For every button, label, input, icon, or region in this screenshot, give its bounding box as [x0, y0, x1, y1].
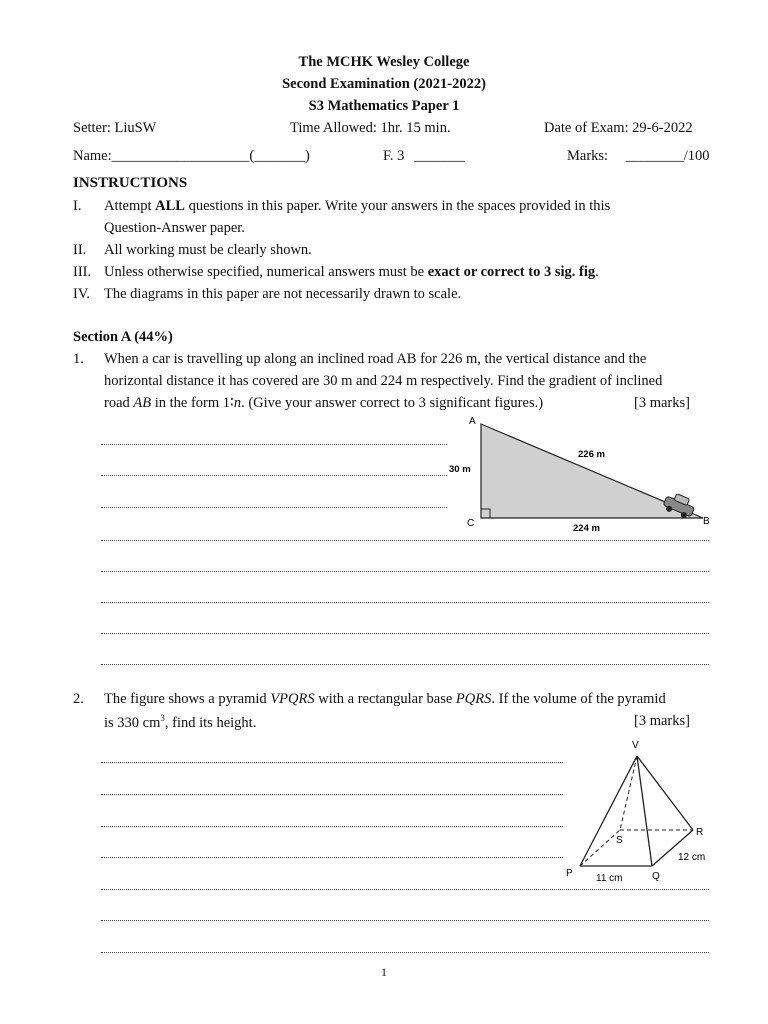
name-field[interactable] [73, 148, 310, 165]
instructions-heading: INSTRUCTIONS [73, 175, 188, 191]
instruction-2-num: II. [73, 242, 87, 258]
marks-blank: ________ [625, 148, 684, 164]
label-s: S [616, 835, 623, 846]
instruction-3: Unless otherwise specified, numerical answers must be exact or correct to 3 sig. fig. [104, 264, 599, 280]
q2-answer-line[interactable] [101, 920, 709, 921]
q2-answer-line[interactable] [101, 826, 563, 827]
q2-number: 2. [73, 691, 84, 707]
q2-pyramid-diagram [560, 736, 715, 886]
label-p: P [566, 868, 573, 879]
form-blank: _______ [414, 148, 465, 164]
label-c: C [467, 518, 475, 529]
name-blank: ___________________ [111, 148, 250, 164]
q1-line-2: horizontal distance it has covered are 30 m and 224 m respectively. Find the gradient of inclined [104, 373, 663, 389]
exam-title: Second Examination (2021-2022) [282, 76, 486, 92]
q1-marks: [3 marks] [634, 395, 690, 411]
form-field[interactable] [383, 148, 465, 165]
instruction-3-num: III. [73, 264, 92, 280]
q2-answer-line[interactable] [101, 857, 563, 858]
form-label: F. 3 [383, 148, 405, 164]
section-a-title: Section A (44%) [73, 329, 173, 345]
q1-number: 1. [73, 351, 84, 367]
q1-answer-line[interactable] [101, 602, 709, 603]
q1-line-1: When a car is travelling up along an inclined road AB for 226 m, the vertical distance and the [104, 351, 647, 367]
label-b: B [703, 516, 710, 527]
side-pq-label: 11 cm [596, 873, 623, 884]
q1-answer-line[interactable] [101, 664, 709, 665]
instruction-4: The diagrams in this paper are not necessarily drawn to scale. [104, 286, 462, 302]
q2-line-1: The figure shows a pyramid VPQRS with a rectangular base PQRS. If the volume of the pyramid [104, 691, 666, 707]
q1-triangle-diagram [445, 412, 715, 538]
label-r: R [696, 827, 704, 838]
q2-line-2: is 330 $cm^3$, find its height. [104, 713, 257, 731]
instruction-1: Attempt ALL questions in this paper. Write your answers in the spaces provided in this [104, 198, 611, 214]
q1-answer-line[interactable] [101, 475, 447, 476]
label-q: Q [652, 871, 660, 882]
time-allowed: Time Allowed: 1hr. 15 min. [290, 120, 451, 136]
name-label: Name: [73, 148, 112, 164]
page-number: 1 [381, 965, 387, 979]
q2-marks: [3 marks] [634, 713, 690, 729]
instruction-1-num: I. [73, 198, 82, 214]
paper-title: S3 Mathematics Paper 1 [308, 98, 460, 114]
instruction-2: All working must be clearly shown. [104, 242, 312, 258]
setter: Setter: LiuSW [73, 120, 157, 136]
q2-answer-line[interactable] [101, 794, 563, 795]
q2-answer-line[interactable] [101, 952, 709, 953]
q1-answer-line[interactable] [101, 507, 447, 508]
side-qr-label: 12 cm [678, 852, 706, 863]
q1-line-3: road AB in the form 1∶n. (Give your answer correct to 3 significant figures.) [104, 395, 544, 411]
q2-answer-line[interactable] [101, 889, 709, 890]
hypotenuse-label: 226 m [578, 449, 605, 460]
horizontal-label: 224 m [573, 523, 600, 534]
marks-label: Marks: [567, 148, 609, 164]
instruction-1-cont: Question-Answer paper. [104, 220, 245, 236]
marks-total: /100 [683, 148, 710, 164]
label-a: A [469, 416, 476, 427]
instruction-4-num: IV. [73, 286, 91, 302]
marks-field[interactable] [567, 148, 710, 165]
exam-date: Date of Exam: 29-6-2022 [544, 120, 693, 136]
q2-answer-line[interactable] [101, 762, 563, 763]
class-number-blank: (_______) [249, 148, 310, 164]
label-v: V [632, 740, 639, 751]
vertical-label: 30 m [449, 464, 471, 475]
q1-answer-line[interactable] [101, 540, 709, 541]
school-name: The MCHK Wesley College [298, 54, 470, 70]
q1-answer-line[interactable] [101, 444, 447, 445]
q1-answer-line[interactable] [101, 633, 709, 634]
q1-answer-line[interactable] [101, 571, 709, 572]
